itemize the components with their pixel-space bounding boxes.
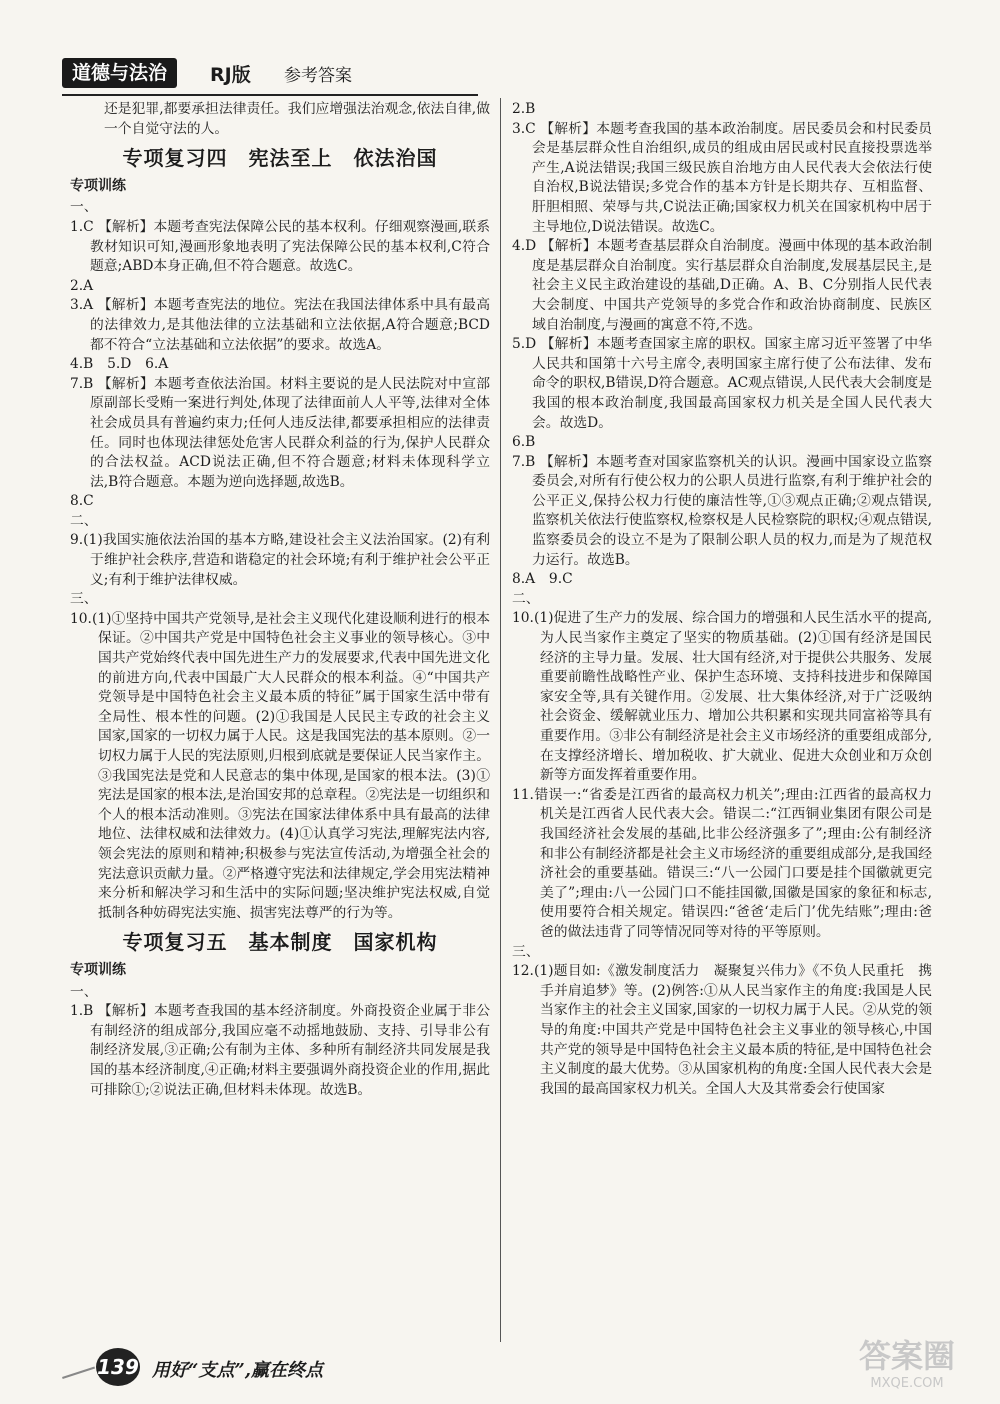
answer-item: 4.B 5.D 6.A bbox=[70, 356, 169, 373]
page-footer bbox=[60, 1348, 460, 1388]
answer-item: 7.B 【解析】本题考查对国家监察机关的认识。漫画中国家设立监察委员会,对所有行使公权力的公职人员进行监察,有利于维护社会的公平正义,保持公权力行使的廉洁性等,①③观点正确;②观点错误,监察机关依法行使监察权,检察权是人民检察院的职权;④观点错误,监察委员会的设立不是为了限制公职人员的权力,而是为了规范权力运行。故选B。 bbox=[512, 453, 932, 568]
part-label: 三、 bbox=[70, 591, 98, 608]
answer-item: 2.B bbox=[512, 101, 536, 117]
answer-item: 5.D 【解析】本题考查国家主席的职权。国家主席习近平签署了中华人民共和国第十六号主席令,表明国家主席行使了公布法律、发布命令的职权,B错误,D符合题意。AC观点错误,人民代表大会制度是我国的根本政治制度,我国最高国家权力机关是全国人民代表大会。故选D。 bbox=[512, 336, 932, 431]
answer-item: 8.C bbox=[70, 493, 94, 510]
answer-title: 参考答案 bbox=[284, 66, 352, 86]
answer-item: 6.B bbox=[512, 434, 536, 451]
column-divider bbox=[500, 98, 501, 1342]
section-subtitle: 专项训练 bbox=[70, 177, 126, 194]
watermark-url: MXQE.COM bbox=[870, 1376, 944, 1391]
answer-item: 10.(1)促进了生产力的发展、综合国力的增强和人民生活水平的提高,为人民当家作主奠定了坚实的物质基础。(2)①国有经济是国民经济的主导力量。发展、壮大国有经济,对于提供公共服务、发展重要前瞻性战略性产业、保护生态环境、支持科技进步和保障国家安全等,具有关键作用。②发展、壮大集体经济,对于广泛吸纳社会资金、缓解就业压力、增加公共积累和实现共同富裕等具有重要作用。③非公有制经济是社会主义市场经济的重要组成部分,在支撑经济增长、增加税收、扩大就业、促进大众创业和万众创新等方面发挥着重要作用。 bbox=[512, 610, 932, 784]
part-label: 一、 bbox=[70, 199, 98, 216]
section-title: 专项复习五 基本制度 国家机构 bbox=[122, 930, 438, 955]
left-column bbox=[70, 100, 490, 1100]
answer-item: 11.错误一:“省委是江西省的最高权力机关”;理由:江西省的最高权力机关是江西省人民代表大会。错误二:“江西铜业集团有限公司是我国经济社会发展的基础,比非公经济强多了”;理由:公有制经济和非公有制经济都是社会主义市场经济的重要组成部分,是我国经济社会的重要基础。错误三:“八一公园门口要是挂个国徽就更完美了”;理由:八一公园门口不能挂国徽,国徽是国家的象征和标志,使用要符合相关规定。错误四:“爸爸‘走后门’优先结账”;理由:爸爸的做法违背了同等情况同等对待的平等原则。 bbox=[512, 786, 932, 940]
answer-item: 7.B 【解析】本题考查依法治国。材料主要说的是人民法院对中宣部原副部长受贿一案进行判处,体现了法律面前人人平等,法律对全体社会成员具有普遍约束力;任何人违反法律,都要承担相应的法律责任。同时也体现法律惩处危害人民群众利益的行为,保护人民群众的合法权益。ACD说法正确,但不符合题意;材料未体现科学立法,B符合题意。本题为逆向选择题,故选B。 bbox=[70, 375, 490, 490]
section-title: 专项复习四 宪法至上 依法治国 bbox=[122, 146, 438, 171]
footer-slogan: 用好“支点”,赢在终点 bbox=[152, 1360, 323, 1381]
part-label: 二、 bbox=[512, 590, 540, 607]
answer-item: 1.B 【解析】本题考查我国的基本经济制度。外商投资企业属于非公有制经济的组成部分,我国应毫不动摇地鼓励、支持、引导非公有制经济发展,③正确;公有制为主体、多种所有制经济共同发展是我国的基本经济制度,④正确;材料主要强调外商投资企业的作用,据此可排除①;②说法正确,但材料未体现。故选B。 bbox=[70, 1003, 490, 1098]
answer-item: 3.A 【解析】本题考查宪法的地位。宪法在我国法律体系中具有最高的法律效力,是其他法律的立法基础和立法依据,A符合题意;BCD都不符合“立法基础和立法依据”的要求。故选A。 bbox=[70, 297, 490, 353]
page-header bbox=[62, 58, 962, 92]
watermark-text: 答案圈 bbox=[858, 1337, 955, 1375]
answer-item: 12.(1)题目如:《激发制度活力 凝聚复兴伟力》《不负人民重托 携手并肩追梦》等。(2)例答:①从人民当家作主的角度:我国是人民当家作主的社会主义国家,国家的一切权力属于人民。②从党的领导的角度:中国共产党是中国特色社会主义事业的领导核心,中国共产党的领导是中国特色社会主义最本质的特征,是中国特色社会主义制度的最大优势。③从国家机构的角度:全国人民代表大会是我国的最高国家权力机关。全国人大及其常委会行使国家 bbox=[512, 963, 932, 1097]
answer-item: 1.C 【解析】本题考查宪法保障公民的基本权利。仔细观察漫画,联系教材知识可知,漫画形象地表明了宪法保障公民的基本权利,C符合题意;ABD本身正确,但不符合题意。故选C。 bbox=[70, 218, 490, 275]
answer-item: 10.(1)①坚持中国共产党领导,是社会主义现代化建设顺利进行的根本保证。②中国共产党是中国特色社会主义事业的领导核心。③中国共产党始终代表中国先进生产力的发展要求,代表中国先进文化的前进方向,代表中国最广大人民群众的根本利益。④“中国共产党领导是中国特色社会主义最本质的特征”属于国家生活中带有全局性、根本性的问题。(2)①我国是人民民主专政的社会主义国家,国家的一切权力属于人民。这是我国宪法的基本原则。②一切权力属于人民的宪法原则,归根到底就是要保证人民当家作主。③我国宪法是党和人民意志的集中体现,是国家的根本法。(3)①宪法是国家的根本法,是治国安邦的总章程。②宪法是一切组织和个人的根本活动准则。③宪法在国家法律体系中具有最高的法律地位、法律权威和法律效力。(4)①认真学习宪法,理解宪法内容,领会宪法的原则和精神;积极参与宪法宣传活动,为增强全社会的宪法意识贡献力量。②严格遵守宪法和法律规定,学会用宪法精神来分析和解决学习和生活中的实际问题;坚决维护宪法权威,自觉抵制各种妨碍宪法实施、损害宪法尊严的行为等。 bbox=[70, 610, 490, 921]
answer-item: 4.D 【解析】本题考查基层群众自治制度。漫画中体现的基本政治制度是基层群众自治制度。实行基层群众自治制度,发展基层民主,是社会主义民主政治建设的基础,D正确。A、B、C分别指人民代表大会制度、中国共产党领导的多党合作和政治协商制度、民族区域自治制度,与漫画的寓意不符,不选。 bbox=[512, 238, 932, 333]
answer-item: 8.A 9.C bbox=[512, 571, 573, 588]
continuation-text: 还是犯罪,都要承担法律责任。我们应增强法治观念,依法自律,做一个自觉守法的人。 bbox=[104, 101, 490, 137]
subject-badge: 道德与法治 bbox=[62, 58, 177, 88]
answer-item: 2.A bbox=[70, 277, 94, 294]
section-subtitle: 专项训练 bbox=[70, 961, 126, 978]
part-label: 一、 bbox=[70, 983, 98, 1000]
header-rule bbox=[62, 94, 478, 96]
part-label: 三、 bbox=[512, 943, 540, 960]
pen-icon bbox=[59, 1357, 95, 1379]
answer-item: 3.C 【解析】本题考查我国的基本政治制度。居民委员会和村民委员会是基层群众性自治组织,成员的组成由居民或村民直接投票选举产生,A说法错误;我国三级民族自治地方由人民代表大会依法行使自治权,B说法错误;多党合作的基本方针是长期共存、互相监督、肝胆相照、荣辱与共,C说法正确;国家权力机关在国家机构中居于主导地位,D说法错误。故选C。 bbox=[512, 120, 932, 235]
page-number: 139 bbox=[96, 1348, 140, 1386]
right-column bbox=[512, 100, 932, 1099]
answer-item: 9.(1)我国实施依法治国的基本方略,建设社会主义法治国家。(2)有利于维护社会秩序,营造和谐稳定的社会环境;有利于维护社会公平正义;有利于维护法律权威。 bbox=[70, 532, 490, 588]
watermark-logo bbox=[832, 1336, 982, 1396]
part-label: 二、 bbox=[70, 512, 98, 529]
edition-label: RJ版 bbox=[210, 64, 251, 86]
